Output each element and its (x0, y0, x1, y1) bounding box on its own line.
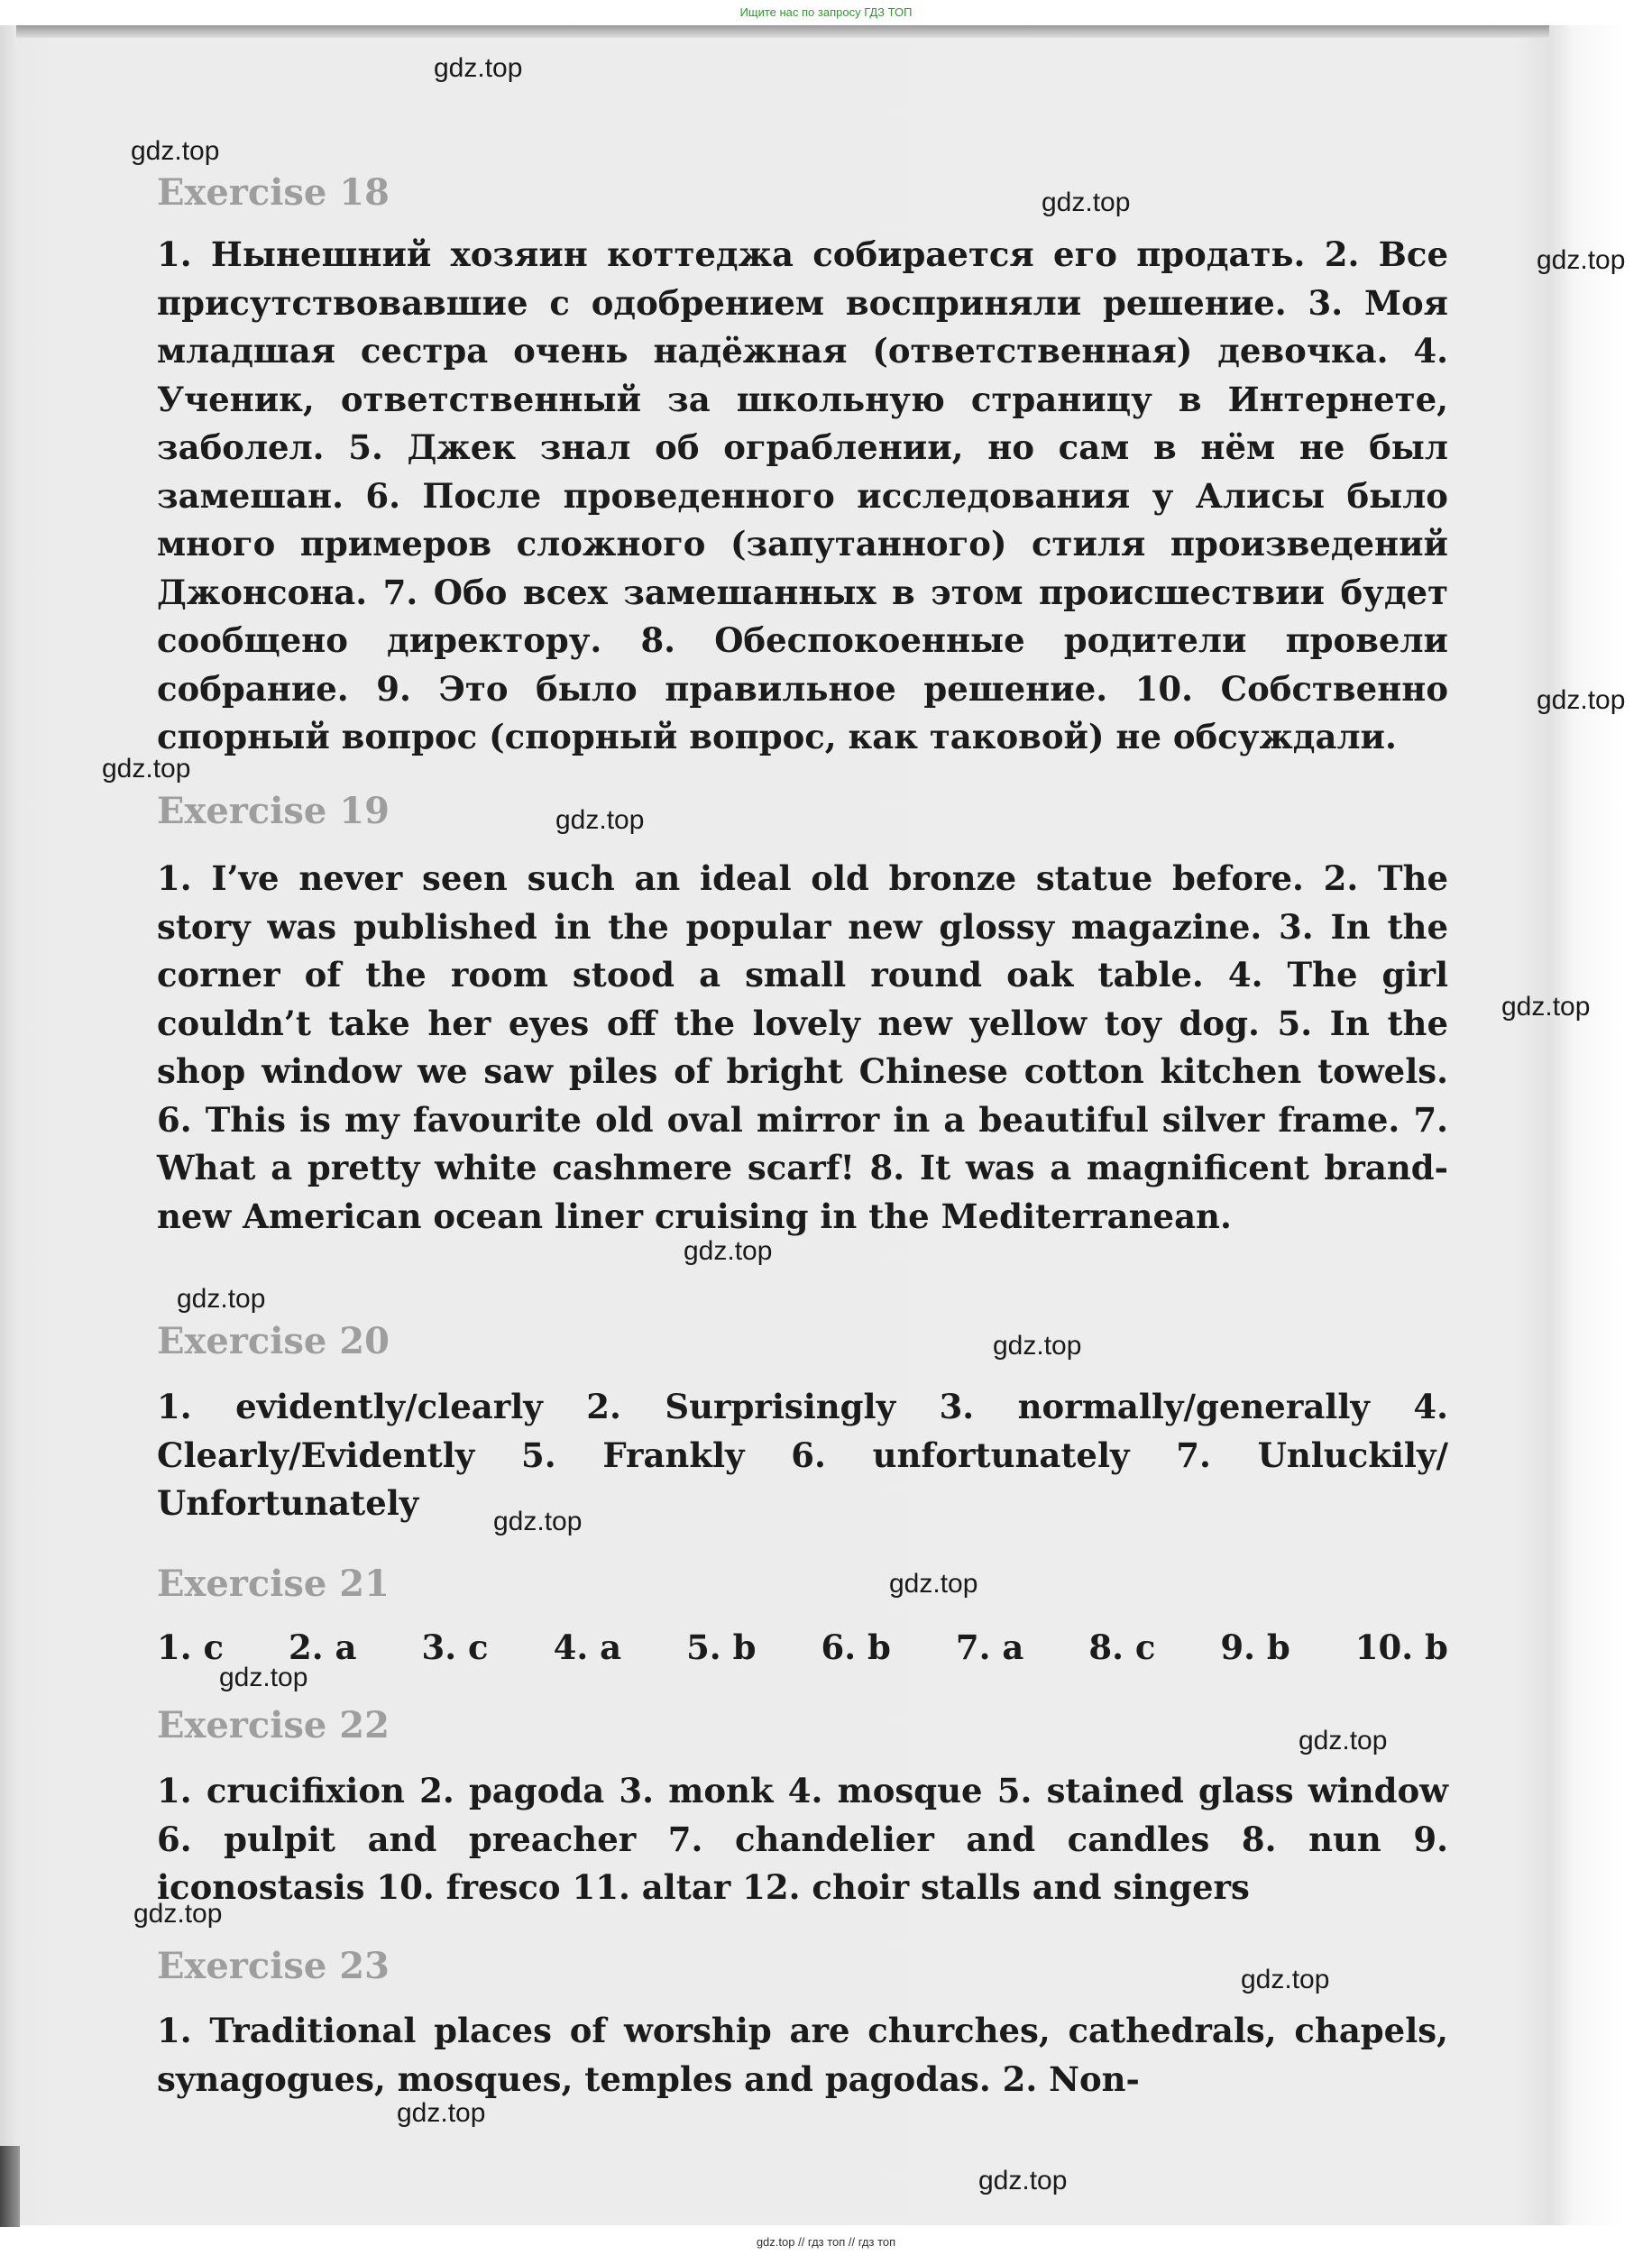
watermark-link[interactable]: gdz.top (397, 2098, 486, 2128)
exercise-23-text: 1. Traditional places of worship are churches, cathedrals, chapels, synagogues, mosques, temples and pagodas. 2. Non- (157, 2011, 1448, 2099)
answer-item: 2. a (289, 1627, 357, 1667)
watermark-link[interactable]: gdz.top (1299, 1726, 1388, 1755)
exercise-19-title: Exercise 19 (157, 790, 390, 832)
exercise-21-answers (157, 1627, 1448, 1667)
answer-item: 1. c (157, 1627, 225, 1667)
exercise-22-text: 1. crucifixion 2. pagoda 3. monk 4. mosque 5. stained glass window 6. pulpit and preacher 7. chandelier and candles 8. nun 9. iconostasis 10. fresco 11. altar 12. choir stalls and singers (157, 1771, 1448, 1907)
book-spine-shadow (0, 2146, 20, 2227)
answer-item: 10. b (1354, 1627, 1448, 1667)
exercise-23-title: Exercise 23 (157, 1945, 390, 1987)
watermark-link[interactable]: gdz.top (133, 1899, 223, 1929)
watermark-link[interactable]: gdz.top (1537, 245, 1626, 275)
watermark-link[interactable]: gdz.top (131, 136, 220, 166)
watermark-link[interactable]: gdz.top (555, 805, 645, 835)
answer-item: 7. a (955, 1627, 1024, 1667)
answer-item: 4. a (553, 1627, 622, 1667)
watermark-link[interactable]: gdz.top (1042, 188, 1131, 217)
watermark-link[interactable]: gdz.top (889, 1569, 978, 1599)
watermark-link[interactable]: gdz.top (177, 1284, 266, 1314)
top-banner[interactable]: Ищите нас по запросу ГДЗ ТОП (739, 5, 913, 19)
answer-item: 9. b (1220, 1627, 1290, 1667)
exercise-19-text: 1. I’ve never seen such an ideal old bronze statue before. 2. The story was published in the popular new glossy magazine. 3. In the corner of the room stood a small round oak table. 4. The girl couldn’t take her eyes off the lovely new yellow toy dog. 5. In the shop window we saw piles of bright Chinese cotton kitchen towels. 6. This is my favourite old oval mirror in a beautiful silver frame. 7. What a pretty white cashmere scarf! 8. It was a magnificent brand-new American ocean liner cruising in the Mediterranean. (157, 858, 1448, 1236)
exercise-20-text: 1. evidently/clearly 2. Surprisingly 3. normally/generally 4. Clearly/Evidently 5. Frankly 6. unfortunately 7. Unluckily/ Unfortunately (157, 1387, 1448, 1523)
watermark-link[interactable]: gdz.top (1537, 685, 1626, 715)
exercise-18-title: Exercise 18 (157, 171, 390, 214)
watermark-link[interactable]: gdz.top (684, 1236, 773, 1266)
exercise-18-text: 1. Нынешний хозяин коттеджа собирается его продать. 2. Все присутствовавшие с одобрением восприняли решение. 3. Моя младшая сестра очень надёжная (ответственная) девочка. 4. Ученик, ответственный за школьную страницу в Интернете, заболел. 5. Джек знал об ограблении, но сам в нём не был замешан. 6. После проведенного исследования у Алисы было много примеров сложного (запутанного) стиля произведений Джонсона. 7. Обо всех замешанных в этом происшествии будет сообщено директору. 8. Обеспокоенные родители провели собрание. 9. Это было правильное решение. 10. Собственно спорный вопрос (спорный вопрос, как таковой) не обсуждали. (157, 234, 1448, 756)
watermark-link[interactable]: gdz.top (993, 1331, 1082, 1361)
bottom-banner[interactable]: gdz.top // гдз топ // гдз топ (756, 2235, 896, 2249)
watermark-link[interactable]: gdz.top (102, 754, 191, 784)
answer-item: 5. b (686, 1627, 757, 1667)
answer-item: 3. c (421, 1627, 489, 1667)
exercise-21-title: Exercise 21 (157, 1563, 390, 1605)
answer-item: 6. b (821, 1627, 891, 1667)
watermark-link[interactable]: gdz.top (434, 53, 523, 83)
watermark-link[interactable]: gdz.top (1501, 992, 1591, 1022)
watermark-link[interactable]: gdz.top (219, 1663, 308, 1692)
watermark-link[interactable]: gdz.top (1241, 1965, 1330, 1994)
answer-item: 8. c (1088, 1627, 1156, 1667)
exercise-20-title: Exercise 20 (157, 1320, 390, 1362)
watermark-link[interactable]: gdz.top (493, 1507, 583, 1536)
watermark-link[interactable]: gdz.top (978, 2166, 1068, 2195)
page-top-edge (16, 25, 1549, 38)
exercise-22-title: Exercise 22 (157, 1704, 390, 1746)
